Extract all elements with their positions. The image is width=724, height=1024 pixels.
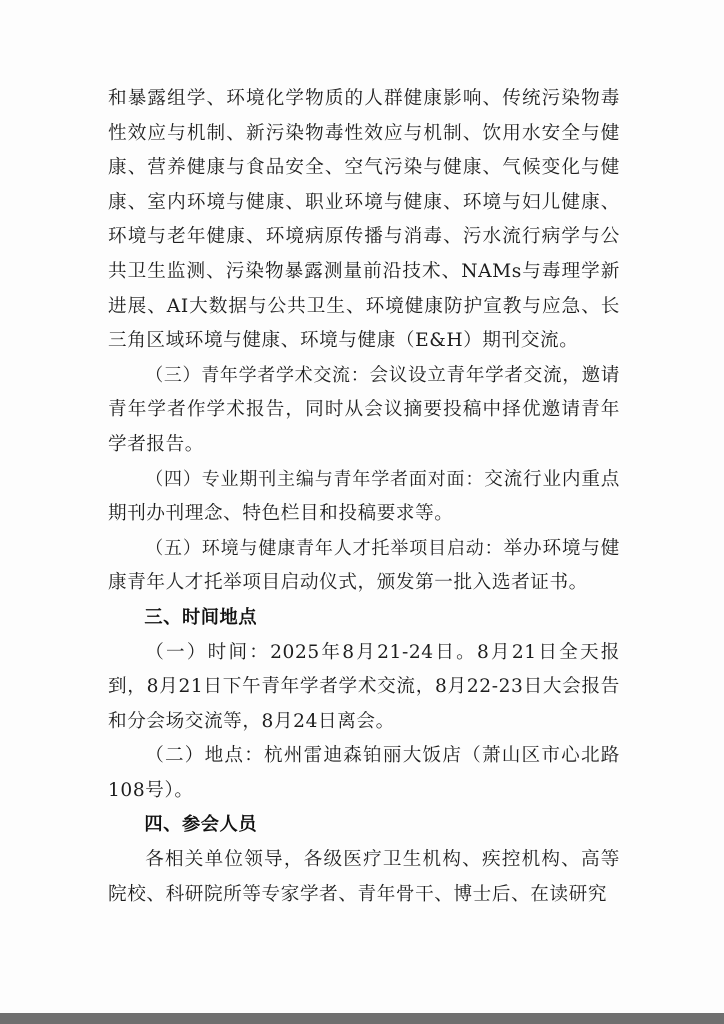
attendees-paragraph — [108, 843, 620, 912]
topics-text: 和暴露组学、环境化学物质的人群健康影响、传统污染物毒性效应与机制、新污染物毒性效应与机制、饮用水安全与健康、营养健康与食品安全、空气污染与健康、气候变化与健康、室内环境与健康、职业环境与健康、环境与妇儿健康、环境与老年健康、环境病原传播与消毒、污水流行病学与公共卫生监测、污染物暴露测量前沿技术、NAMs与毒理学新进展、AI大数据与公共卫生、环境健康防护宣教与应急、长三角区域环境与健康、环境与健康（E&H）期刊交流。 — [108, 88, 620, 352]
document-body — [108, 82, 620, 912]
location-label: （二）地点： — [145, 745, 265, 767]
section-3-heading: 三、时间地点 — [144, 606, 258, 628]
time-label: （一）时间： — [145, 641, 271, 663]
item-5-text: 举办环境与健康青年人才托举项目启动仪式，颁发第一批入选者证书。 — [108, 537, 620, 594]
item-4-paragraph — [108, 463, 620, 532]
attendees-text: 各相关单位领导，各级医疗卫生机构、疾控机构、高等院校、科研院所等专家学者、青年骨干、博士后、在读研究 — [108, 849, 620, 905]
location-paragraph — [108, 739, 620, 808]
item-5-paragraph — [108, 532, 620, 601]
time-paragraph — [108, 636, 620, 740]
item-3-label: （三）青年学者学术交流： — [145, 364, 370, 386]
topics-paragraph — [108, 82, 620, 359]
location-text: 杭州雷迪森铂丽大饭店（萧山区市心北路108号）。 — [108, 745, 620, 801]
item-3-paragraph — [108, 359, 620, 463]
item-4-text: 交流行业内重点期刊办刊理念、特色栏目和投稿要求等。 — [108, 468, 620, 525]
scan-bottom-edge — [0, 1013, 724, 1024]
item-3-text: 会议设立青年学者交流，邀请青年学者作学术报告，同时从会议摘要投稿中择优邀请青年学者报告。 — [108, 364, 620, 455]
item-4-label: （四）专业期刊主编与青年学者面对面： — [145, 468, 485, 490]
section-4-heading: 四、参会人员 — [144, 814, 258, 836]
time-text: 2025年8月21-24日。8月21日全天报到，8月21日下午青年学者学术交流，8月22-23日大会报告和分会场交流等，8月24日离会。 — [108, 641, 620, 732]
item-5-label: （五）环境与健康青年人才托举项目启动： — [145, 537, 504, 559]
